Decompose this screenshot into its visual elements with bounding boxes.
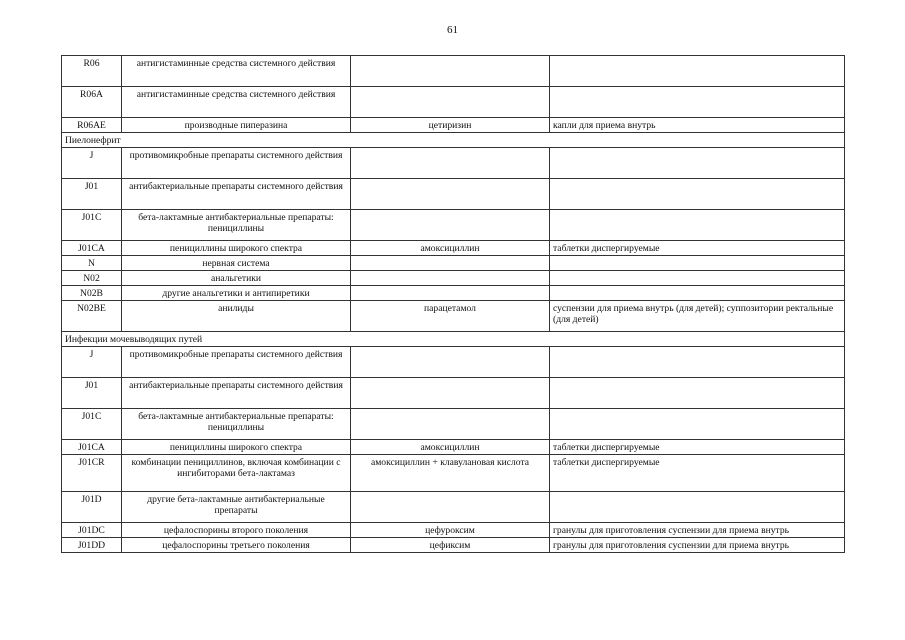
dosage-form-cell: капли для приема внутрь: [550, 118, 845, 133]
section-title: Пиелонефрит: [62, 133, 845, 148]
table-row: [62, 409, 845, 440]
anatomic-group-cell: пенициллины широкого спектра: [122, 241, 351, 256]
drug-name-cell: [351, 286, 550, 301]
dosage-form-cell: [550, 56, 845, 87]
table-row: [62, 271, 845, 286]
table-row: [62, 301, 845, 332]
table-row: [62, 118, 845, 133]
anatomic-group-cell: нервная система: [122, 256, 351, 271]
table-row: [62, 440, 845, 455]
dosage-form-cell: [550, 148, 845, 179]
table-row: [62, 210, 845, 241]
anatomic-group-cell: анилиды: [122, 301, 351, 332]
atc-code-cell: J: [62, 148, 122, 179]
table-row: [62, 256, 845, 271]
section-header-row: [62, 133, 845, 148]
section-header-row: [62, 332, 845, 347]
dosage-form-cell: [550, 271, 845, 286]
table-row: [62, 378, 845, 409]
atc-code-cell: J01CR: [62, 455, 122, 492]
atc-code-cell: J01: [62, 179, 122, 210]
atc-code-cell: J01: [62, 378, 122, 409]
atc-code-cell: J: [62, 347, 122, 378]
anatomic-group-cell: другие бета-лактамные антибактериальные препараты: [122, 492, 351, 523]
anatomic-group-cell: анальгетики: [122, 271, 351, 286]
atc-code-cell: N: [62, 256, 122, 271]
anatomic-group-cell: пенициллины широкого спектра: [122, 440, 351, 455]
drug-name-cell: [351, 409, 550, 440]
drug-name-cell: [351, 87, 550, 118]
table-row: [62, 538, 845, 553]
table-row: [62, 455, 845, 492]
anatomic-group-cell: антигистаминные средства системного действия: [122, 56, 351, 87]
anatomic-group-cell: производные пиперазина: [122, 118, 351, 133]
anatomic-group-cell: цефалоспорины второго поколения: [122, 523, 351, 538]
drug-name-cell: [351, 378, 550, 409]
atc-code-cell: J01CA: [62, 241, 122, 256]
anatomic-group-cell: противомикробные препараты системного действия: [122, 148, 351, 179]
anatomic-group-cell: противомикробные препараты системного действия: [122, 347, 351, 378]
drug-name-cell: амоксициллин + клавулановая кислота: [351, 455, 550, 492]
table-row: [62, 523, 845, 538]
drug-name-cell: [351, 271, 550, 286]
atc-code-cell: J01DD: [62, 538, 122, 553]
dosage-form-cell: таблетки диспергируемые: [550, 440, 845, 455]
dosage-form-cell: [550, 409, 845, 440]
atc-code-cell: J01D: [62, 492, 122, 523]
anatomic-group-cell: антибактериальные препараты системного действия: [122, 179, 351, 210]
table-row: [62, 492, 845, 523]
table-row: [62, 179, 845, 210]
table-row: [62, 87, 845, 118]
table-body: [62, 56, 845, 553]
atc-code-cell: J01CA: [62, 440, 122, 455]
dosage-form-cell: [550, 179, 845, 210]
dosage-form-cell: таблетки диспергируемые: [550, 455, 845, 492]
drug-name-cell: [351, 210, 550, 241]
anatomic-group-cell: бета-лактамные антибактериальные препараты: пенициллины: [122, 409, 351, 440]
atc-code-cell: R06A: [62, 87, 122, 118]
drug-name-cell: цефуроксим: [351, 523, 550, 538]
atc-code-cell: N02B: [62, 286, 122, 301]
drug-name-cell: [351, 56, 550, 87]
drug-name-cell: парацетамол: [351, 301, 550, 332]
dosage-form-cell: [550, 87, 845, 118]
anatomic-group-cell: цефалоспорины третьего поколения: [122, 538, 351, 553]
dosage-form-cell: [550, 347, 845, 378]
dosage-form-cell: суспензии для приема внутрь (для детей); суппозитории ректальные (для детей): [550, 301, 845, 332]
dosage-form-cell: [550, 286, 845, 301]
drug-name-cell: [351, 179, 550, 210]
anatomic-group-cell: бета-лактамные антибактериальные препараты: пенициллины: [122, 210, 351, 241]
dosage-form-cell: гранулы для приготовления суспензии для приема внутрь: [550, 523, 845, 538]
dosage-form-cell: [550, 492, 845, 523]
drug-table: [61, 55, 845, 553]
drug-name-cell: амоксициллин: [351, 440, 550, 455]
dosage-form-cell: [550, 210, 845, 241]
drug-name-cell: [351, 492, 550, 523]
atc-code-cell: R06AE: [62, 118, 122, 133]
anatomic-group-cell: комбинации пенициллинов, включая комбинации с ингибиторами бета-лактамаз: [122, 455, 351, 492]
section-title: Инфекции мочевыводящих путей: [62, 332, 845, 347]
dosage-form-cell: гранулы для приготовления суспензии для приема внутрь: [550, 538, 845, 553]
table-row: [62, 56, 845, 87]
drug-name-cell: [351, 256, 550, 271]
page-number: 61: [447, 24, 458, 36]
drug-name-cell: [351, 148, 550, 179]
atc-code-cell: R06: [62, 56, 122, 87]
atc-code-cell: N02: [62, 271, 122, 286]
atc-code-cell: N02BE: [62, 301, 122, 332]
atc-code-cell: J01DC: [62, 523, 122, 538]
drug-name-cell: [351, 347, 550, 378]
atc-code-cell: J01C: [62, 409, 122, 440]
drug-name-cell: цетиризин: [351, 118, 550, 133]
anatomic-group-cell: антибактериальные препараты системного действия: [122, 378, 351, 409]
atc-code-cell: J01C: [62, 210, 122, 241]
dosage-form-cell: [550, 256, 845, 271]
anatomic-group-cell: антигистаминные средства системного действия: [122, 87, 351, 118]
anatomic-group-cell: другие анальгетики и антипиретики: [122, 286, 351, 301]
table-row: [62, 148, 845, 179]
table-row: [62, 286, 845, 301]
table-row: [62, 241, 845, 256]
table-row: [62, 347, 845, 378]
drug-name-cell: амоксициллин: [351, 241, 550, 256]
drug-name-cell: цефиксим: [351, 538, 550, 553]
dosage-form-cell: таблетки диспергируемые: [550, 241, 845, 256]
dosage-form-cell: [550, 378, 845, 409]
